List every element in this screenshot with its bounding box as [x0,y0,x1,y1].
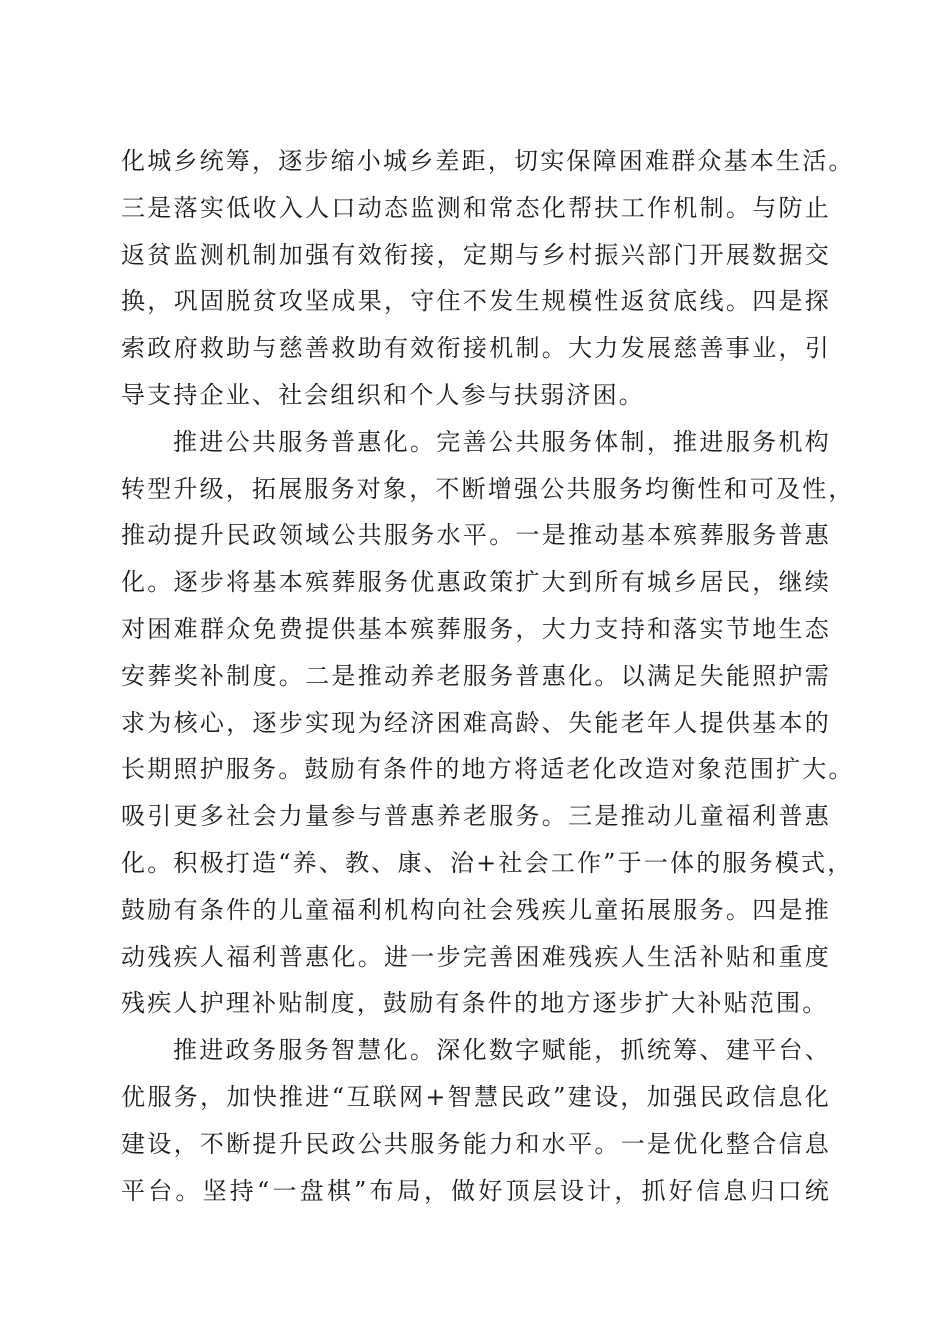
text-line: 推动提升民政领域公共服务水平。一是推动基本殡葬服务普惠 [121,521,831,550]
text-line: 导支持企业、社会组织和个人参与扶弱济困。 [121,380,645,409]
text-line: 化。逐步将基本殡葬服务优惠政策扩大到所有城乡居民，继续 [121,568,831,597]
text-line: 化。积极打造“养、教、康、治+社会工作”于一体的服务模式， [121,848,854,877]
text-line: 对困难群众免费提供基本殡葬服务，大力支持和落实节地生态 [121,614,831,643]
document-body [121,138,855,1214]
text-line: 平台。坚持“一盘棋”布局，做好顶层设计，抓好信息归口统 [121,1176,831,1205]
text-line: 建设，不断提升民政公共服务能力和水平。一是优化整合信息 [121,1129,831,1158]
text-line: 推进政务服务智慧化。深化数字赋能，抓统筹、建平台、 [173,1036,831,1065]
text-line: 返贫监测机制加强有效衔接，定期与乡村振兴部门开展数据交 [121,240,831,269]
text-line: 吸引更多社会力量参与普惠养老服务。三是推动儿童福利普惠 [121,802,831,831]
text-line: 鼓励有条件的儿童福利机构向社会残疾儿童拓展服务。四是推 [121,895,831,924]
text-line: 优服务，加快推进“互联网+智慧民政”建设，加强民政信息化 [121,1082,831,1111]
text-line: 安葬奖补制度。二是推动养老服务普惠化。以满足失能照护需 [121,661,831,690]
text-line: 推进公共服务普惠化。完善公共服务体制，推进服务机构 [173,427,831,456]
text-line: 残疾人护理补贴制度，鼓励有条件的地方逐步扩大补贴范围。 [121,989,829,1018]
text-line: 长期照护服务。鼓励有条件的地方将适老化改造对象范围扩大。 [121,755,855,784]
text-line: 化城乡统筹，逐步缩小城乡差距，切实保障困难群众基本生活。 [121,147,855,175]
paragraph [121,1027,831,1214]
text-line: 索政府救助与慈善救助有效衔接机制。大力发展慈善事业，引 [121,334,831,363]
text-line: 动残疾人福利普惠化。进一步完善困难残疾人生活补贴和重度 [121,942,831,971]
text-line: 三是落实低收入人口动态监测和常态化帮扶工作机制。与防止 [121,193,831,222]
text-line: 求为核心，逐步实现为经济困难高龄、失能老年人提供基本的 [121,708,831,737]
paragraph [121,419,855,1027]
paragraph [121,138,855,419]
text-line: 转型升级，拓展服务对象，不断增强公共服务均衡性和可及性， [121,474,855,503]
text-line: 换，巩固脱贫攻坚成果，守住不发生规模性返贫底线。四是探 [121,287,831,316]
